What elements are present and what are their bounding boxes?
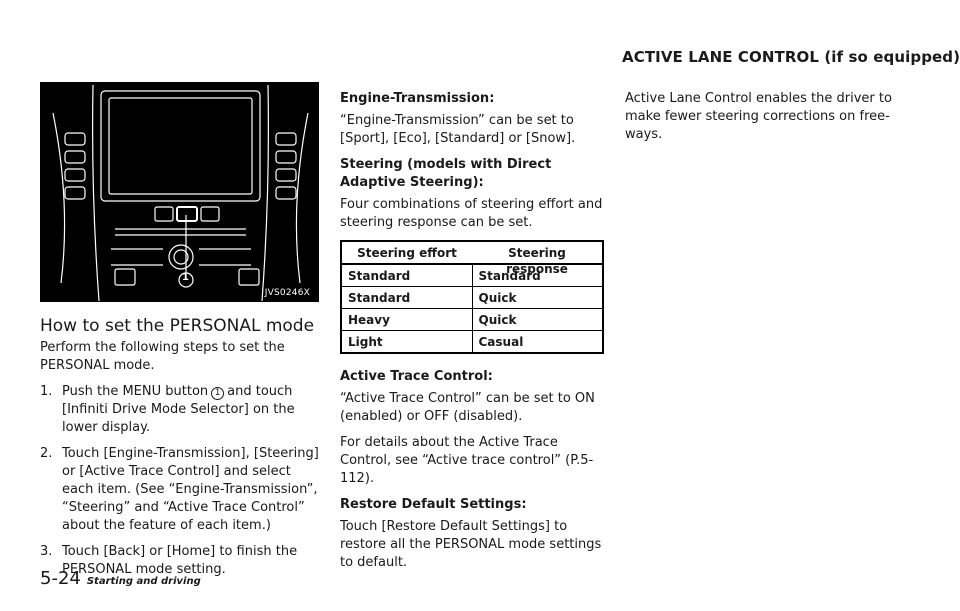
table-row — [342, 286, 602, 308]
steering-title: Steering (models with Direct Adaptive Steering): — [340, 157, 552, 190]
page-number: 5-24 — [40, 568, 81, 589]
intro-text: Perform the following steps to set the PERSONAL mode. — [40, 340, 285, 373]
list-item — [40, 383, 322, 437]
footer-label: Starting and driving — [86, 576, 201, 587]
table-header-cell: Steering response — [506, 246, 568, 276]
table-cell: Heavy — [342, 309, 473, 330]
table-row — [342, 264, 602, 286]
step-text: and touch [Infiniti Drive Mode Selector] on the lower display. — [62, 384, 295, 435]
dashboard-figure — [40, 82, 319, 302]
restore-title: Restore Default Settings: — [340, 497, 527, 512]
restore-text: Touch [Restore Default Settings] to restore all the PERSONAL mode settings to default. — [340, 519, 602, 570]
table-cell: Light — [342, 331, 473, 352]
step-number: 2. — [40, 446, 53, 461]
callout-marker: 1 — [211, 387, 224, 400]
table-cell: Standard — [478, 269, 541, 283]
table-cell: Standard — [342, 265, 473, 286]
engine-text: “Engine-Transmission” can be set to [Sport], [Eco], [Standard] or [Snow]. — [340, 113, 576, 146]
table-cell: Casual — [478, 335, 524, 349]
list-item — [40, 445, 322, 535]
table-row — [342, 330, 602, 352]
step-text: Push the MENU button — [62, 384, 209, 399]
steering-table — [340, 240, 604, 354]
column-right — [625, 90, 905, 152]
dashboard-illustration — [41, 83, 319, 302]
step-number: 3. — [40, 544, 53, 559]
step-text: Touch [Back] or [Home] to finish the PERSONAL mode setting. — [62, 544, 298, 577]
column-middle — [340, 90, 605, 580]
section-title: ACTIVE LANE CONTROL (if so equipped) — [622, 48, 960, 66]
lane-text: Active Lane Control enables the driver to make fewer steering corrections on free-ways. — [625, 91, 892, 142]
engine-title: Engine-Transmission: — [340, 91, 495, 106]
figure-code: JVS0246X — [264, 288, 310, 298]
trace-text: “Active Trace Control” can be set to ON (enabled) or OFF (disabled). — [340, 391, 595, 424]
table-cell: Quick — [478, 313, 517, 327]
column-left — [40, 339, 322, 587]
steps-list — [40, 383, 322, 579]
table-header-cell: Steering effort — [357, 246, 457, 260]
trace-details: For details about the Active Trace Control, see “Active trace control” (P.5-112). — [340, 435, 594, 486]
page-heading: How to set the PERSONAL mode — [40, 316, 315, 336]
trace-title: Active Trace Control: — [340, 369, 493, 384]
steering-text: Four combinations of steering effort and steering response can be set. — [340, 197, 603, 230]
step-text: Touch [Engine-Transmission], [Steering] or [Active Trace Control] and select each item. (See “Engine-Transmission”, “Steering” and “Active Trace Control” about the feature of each item.) — [62, 446, 319, 533]
step-number: 1. — [40, 384, 53, 399]
figure-callout: 1 — [182, 272, 189, 283]
table-row — [342, 308, 602, 330]
page-footer — [40, 568, 201, 589]
table-cell: Standard — [342, 287, 473, 308]
table-cell: Quick — [478, 291, 517, 305]
